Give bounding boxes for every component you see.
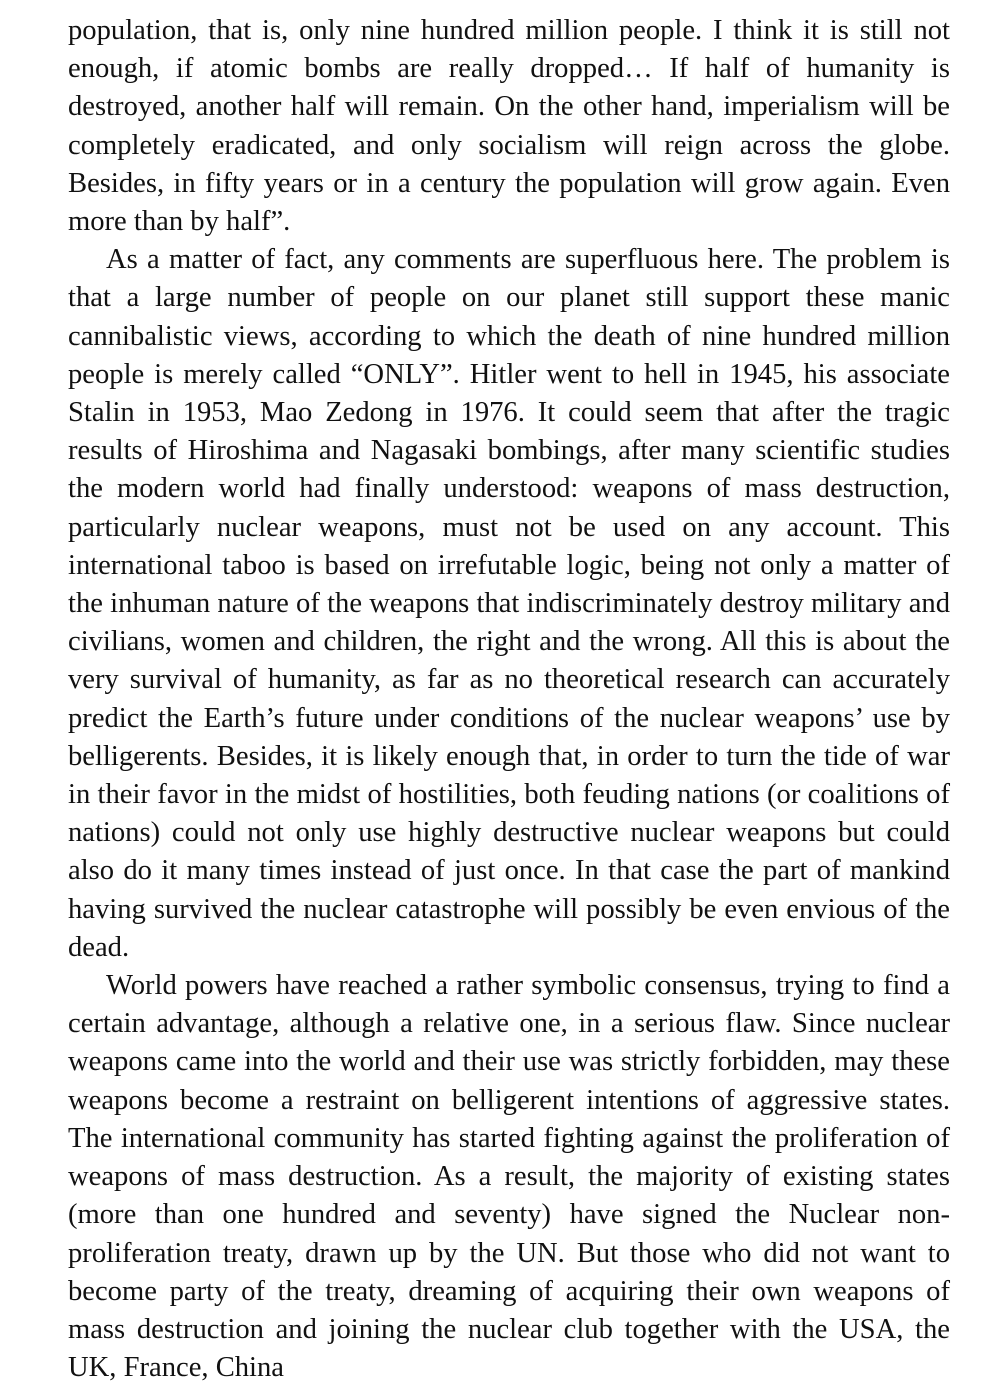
paragraph-2: As a matter of fact, any comments are superfluous here. The problem is that a large number of people on our planet still support these manic cannibalistic views, according to which the death of nine hundred million people is merely called “ONLY”. Hitler went to hell in 1945, his associate Stalin in 1953, Mao Zedong in 1976. It could seem that after the tragic results of Hiroshima and Nagasaki bombings, after many scientific studies the modern world had finally understood: weapons of mass destruction, particularly nuclear weapons, must not be used on any account. This international taboo is based on irrefutable logic, being not only a matter of the inhuman nature of the weapons that indiscriminately destroy military and civilians, women and children, the right and the wrong. All this is about the very survival of humanity, as far as no theoretical research can accurately predict the Earth’s future under conditions of the nuclear weapons’ use by belligerents. Besides, it is likely enough that, in order to turn the tide of war in their favor in the midst of hostilities, both feuding nations (or coalitions of nations) could not only use highly destructive nuclear weapons but could also do it many times instead of just once. In that case the part of mankind having survived the nuclear catastrophe will possibly be even envious of the dead. [68, 244, 950, 963]
paragraph-3: World powers have reached a rather symbolic consensus, trying to find a certain advantage, although a relative one, in a serious flaw. Since nuclear weapons came into the world and their use was strictly forbidden, may these weapons become a restraint on belligerent intentions of aggressive states. The international community has started fighting against the proliferation of weapons of mass destruction. As a result, the majority of existing states (more than one hundred and seventy) have signed the Nuclear non-proliferation treaty, drawn up by the UN. But those who did not want to become party of the treaty, dreaming of acquiring their own weapons of mass destruction and joining the nuclear club together with the USA, the UK, France, China [68, 970, 950, 1384]
document-page [68, 12, 950, 1387]
paragraph-1: population, that is, only nine hundred million people. I think it is still not enough, if atomic bombs are really dropped… If half of humanity is destroyed, another half will remain. On the other hand, imperialism will be completely eradicated, and only socialism will reign across the globe. Besides, in fifty years or in a century the population will grow again. Even more than by half”. [68, 15, 950, 238]
